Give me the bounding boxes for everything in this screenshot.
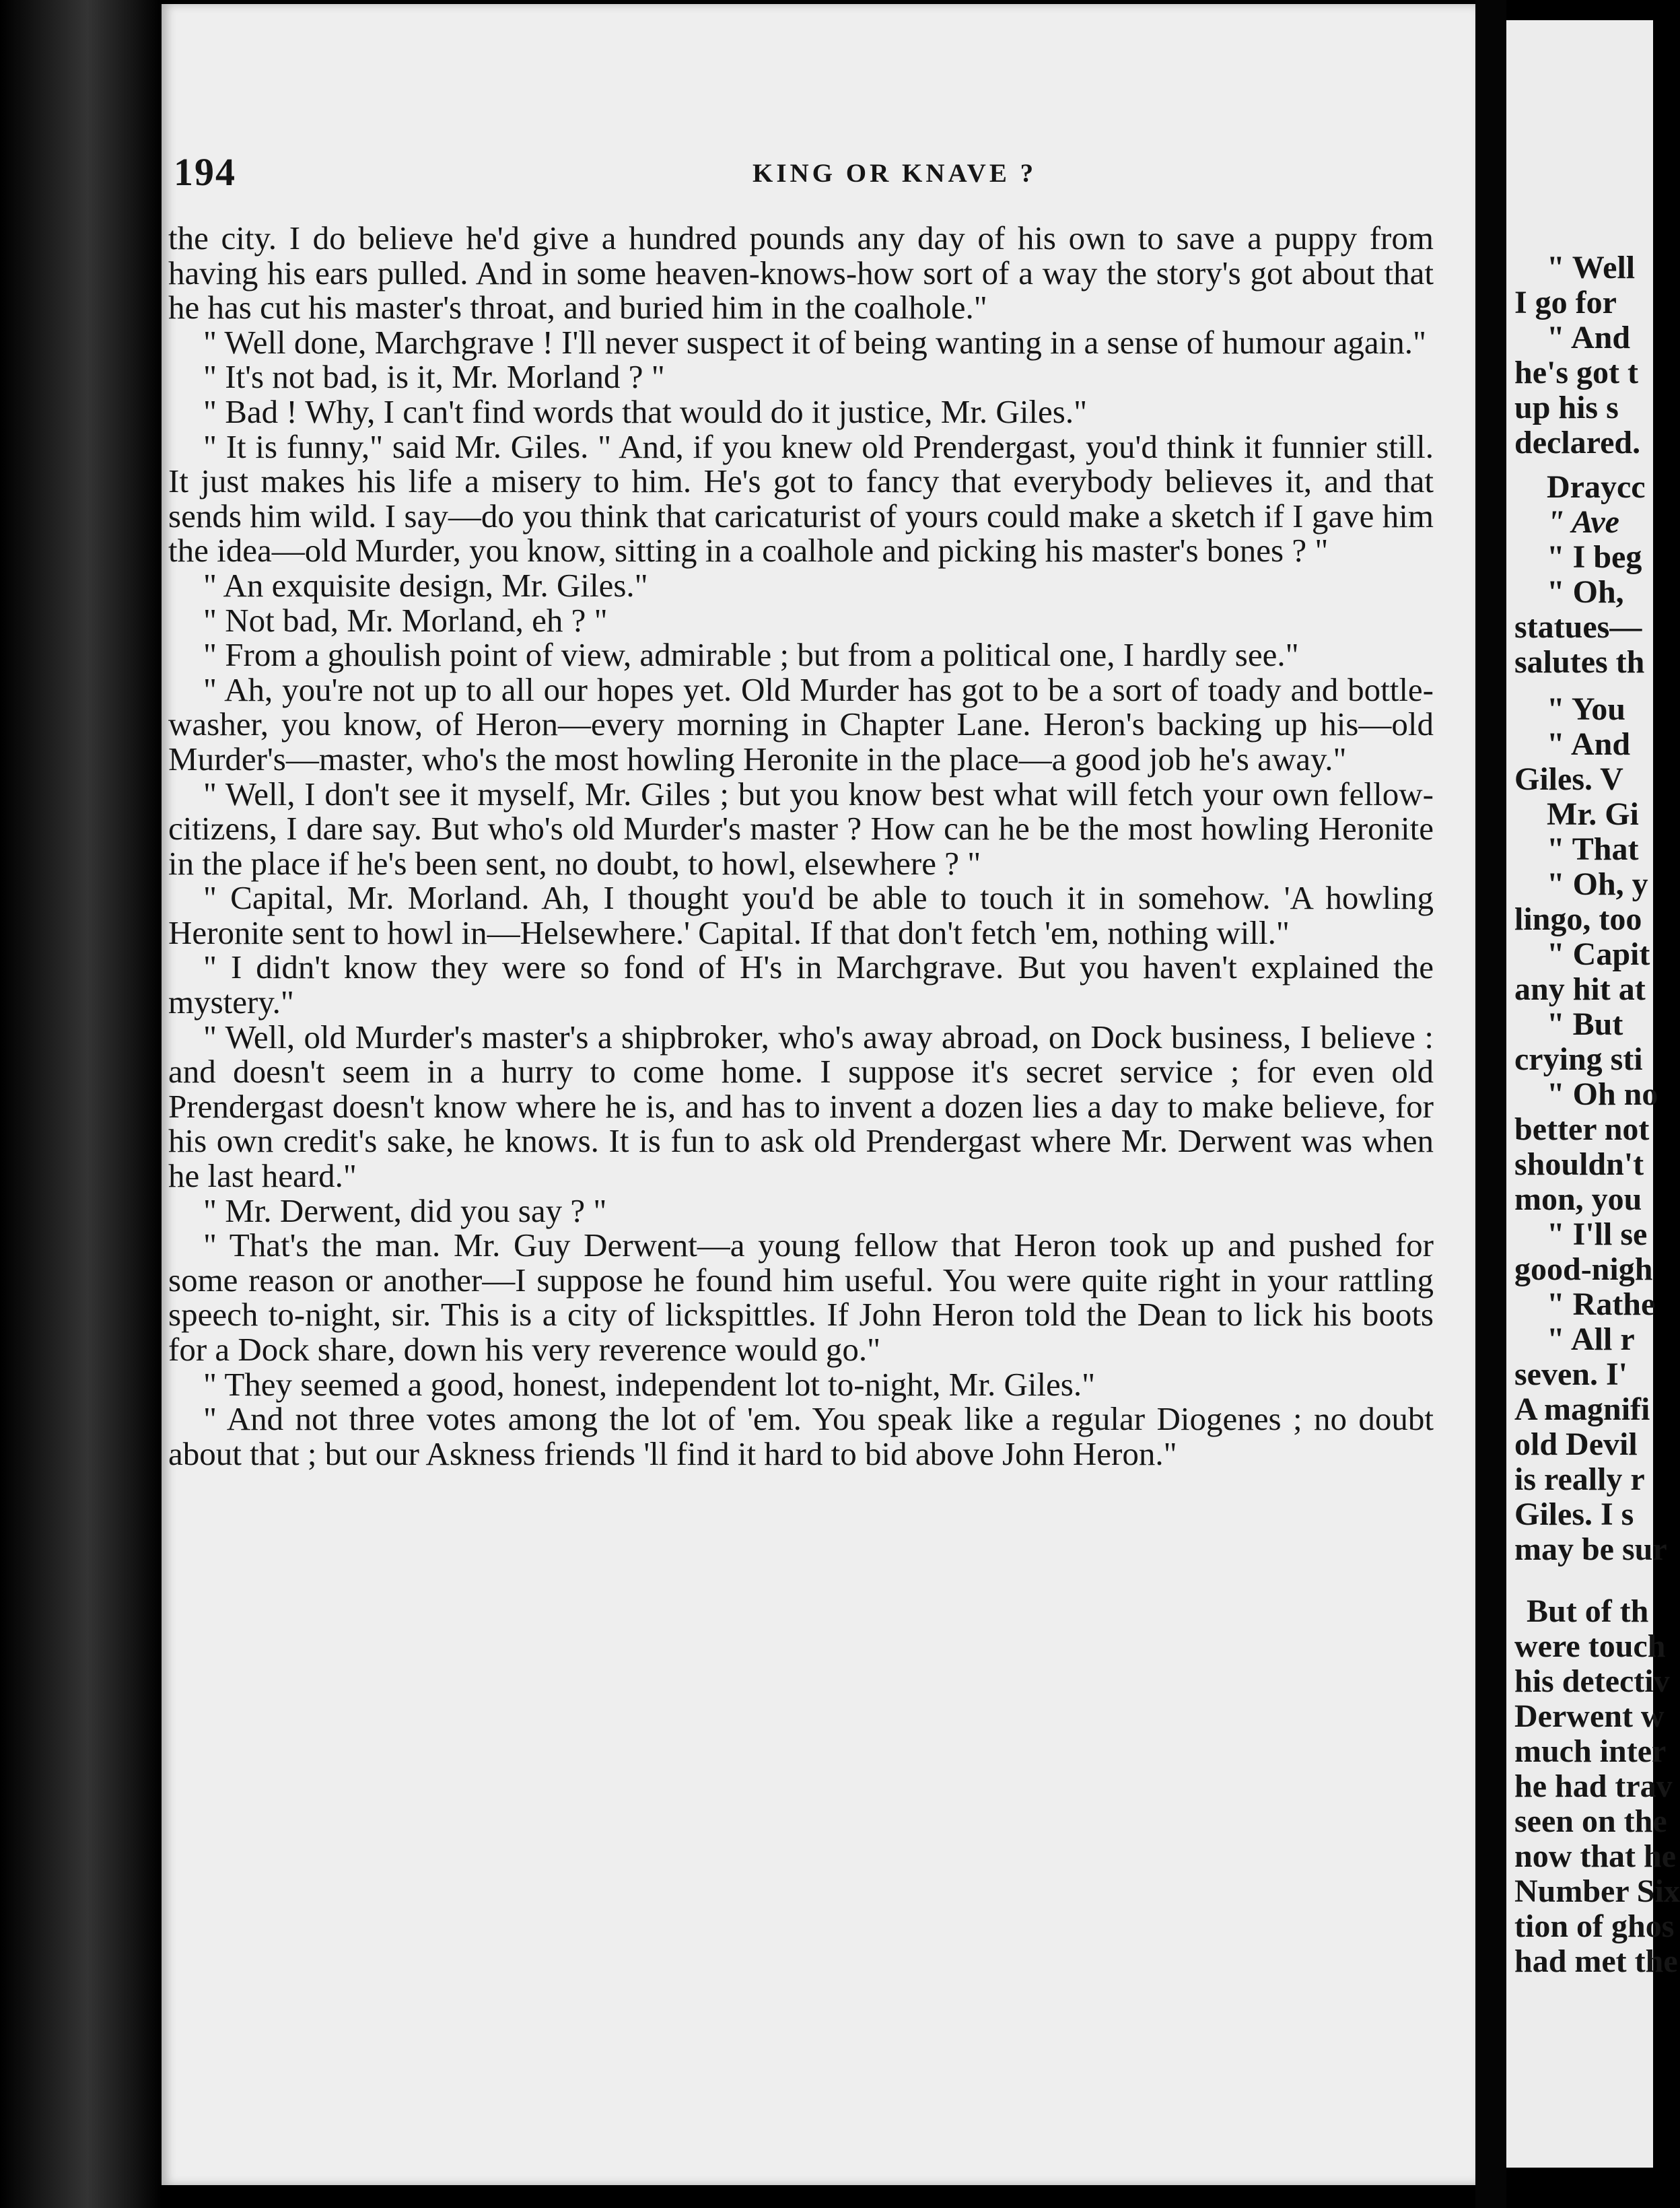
facing-line: had met the: [1514, 1943, 1678, 1979]
facing-line: salutes th: [1514, 644, 1645, 680]
paragraph: " That's the man. Mr. Guy Derwent—a young fellow that Heron took up and pushed for some reason or another—I suppose he found him useful. You were quite right in your rattling speech to-night, sir. This is a city of lickspittles. If John Heron told the Dean to lick his boots for a Dock share, down his very reverence would go.": [168, 1227, 1434, 1368]
paragraph: " It's not bad, is it, Mr. Morland ? ": [203, 358, 665, 396]
facing-line: he's got t: [1514, 355, 1638, 390]
paragraph: " Mr. Derwent, did you say ? ": [203, 1192, 607, 1229]
facing-line: old Devil: [1514, 1426, 1638, 1462]
facing-page: [1506, 20, 1680, 2168]
paragraph: " Well, I don't see it myself, Mr. Giles ; but you know best what will fetch your own fellow-citizens, I dare say. But who's old Murder's master ? How can he be the most howling Heronite in the place if he's been sent, no doubt, to howl, elsewhere ? ": [168, 775, 1434, 882]
paragraph: " And not three votes among the lot of 'em. You speak like a regular Diogenes ; no doubt about that ; but our Askness friends 'll find it hard to bid above John Heron.": [168, 1400, 1434, 1472]
paragraph: " I didn't know they were so fond of H's in Marchgrave. But you haven't explained the mystery.": [168, 948, 1434, 1021]
facing-line: is really r: [1514, 1461, 1645, 1497]
facing-line: statues—: [1514, 609, 1642, 645]
facing-line: " I beg: [1547, 539, 1642, 575]
facing-line: were touch: [1514, 1628, 1666, 1664]
paragraph: " An exquisite design, Mr. Giles.": [203, 566, 648, 604]
facing-line: declared.: [1514, 425, 1641, 460]
facing-line: seen on the: [1514, 1803, 1667, 1839]
paragraph: " Well, old Murder's master's a shipbroker, who's away abroad, on Dock business, I believe : and doesn't seem in a hurry to come home. I suppose it's secret service ; for even old Prendergast doesn't know where he is, and has to invent a dozen lies a day to make believe, for his own credit's sake, he knows. It is fun to ask old Prendergast where Mr. Derwent was when he last heard.": [168, 1018, 1434, 1195]
facing-line: But of th: [1527, 1593, 1649, 1629]
facing-line: now that he: [1514, 1838, 1677, 1874]
facing-line: crying sti: [1514, 1041, 1643, 1077]
facing-line: " I'll se: [1547, 1216, 1648, 1252]
paragraph: " It is funny," said Mr. Giles. " And, if you knew old Prendergast, you'd think it funnier still. It just makes his life a misery to him. He's got to fancy that everybody believes it, and that sends him wild. I say—do you think that caricaturist of yours could make a sketch if I gave him the idea—old Murder, you know, sitting in a coalhole and picking his master's bones ? ": [168, 427, 1434, 570]
facing-line: " Oh, y: [1547, 866, 1648, 902]
facing-line: Number Six: [1514, 1873, 1680, 1909]
facing-line: " You: [1547, 691, 1625, 727]
facing-line: Mr. Gi: [1547, 796, 1639, 832]
facing-line: " And: [1547, 320, 1631, 355]
paragraph: " Ah, you're not up to all our hopes yet. Old Murder has got to be a sort of toady and bottle-washer, you know, of Heron—every morning in Chapter Lane. Heron's backing up his—old Murder's—master, who's the most howling Heronite in the place—a good job he's away.": [168, 670, 1434, 778]
facing-line: tion of ghos: [1514, 1908, 1675, 1944]
facing-line: Draycc: [1547, 469, 1646, 505]
facing-line: shouldn't: [1514, 1146, 1644, 1182]
facing-line: better not: [1514, 1111, 1650, 1147]
paragraph: the city. I do believe he'd give a hundred pounds any day of his own to save a puppy from having his ears pulled. And in some heaven-knows-how sort of a way the story's got about that he has cut his master's throat, and buried him in the coalhole.": [168, 219, 1434, 326]
facing-line: I go for: [1514, 285, 1617, 320]
facing-line: " But: [1547, 1006, 1623, 1042]
facing-line: any hit at: [1514, 971, 1646, 1007]
facing-line: " All r: [1547, 1321, 1635, 1357]
facing-line: Giles. V: [1514, 761, 1623, 797]
page-gutter: [1475, 0, 1506, 2208]
paragraph: " Well done, Marchgrave ! I'll never suspect it of being wanting in a sense of humour again.": [203, 323, 1426, 361]
facing-line: " Oh no: [1547, 1076, 1658, 1112]
facing-line: " Oh,: [1547, 574, 1624, 610]
facing-line: up his s: [1514, 390, 1619, 425]
facing-line: Giles. I s: [1514, 1496, 1634, 1532]
running-head: KING OR KNAVE ?: [753, 159, 1037, 188]
facing-line: " And: [1547, 726, 1631, 762]
facing-line: he had trav: [1514, 1768, 1673, 1804]
facing-line: lingo, too: [1514, 901, 1642, 937]
facing-line: much inter: [1514, 1733, 1667, 1769]
facing-line: seven. I': [1514, 1356, 1628, 1392]
paragraph: " Bad ! Why, I can't find words that would do it justice, Mr. Giles.": [203, 392, 1088, 430]
book-spine-shadow: [0, 0, 162, 2208]
facing-line: " Ave: [1547, 504, 1619, 540]
facing-line: " That: [1547, 831, 1639, 867]
facing-line: " Rathe: [1547, 1286, 1656, 1322]
facing-line: mon, you: [1514, 1181, 1642, 1217]
body-text: [168, 221, 1434, 1471]
paragraph: " They seemed a good, honest, independent lot to-night, Mr. Giles.": [203, 1365, 1096, 1403]
facing-line: good-nigh: [1514, 1251, 1653, 1287]
facing-line: A magnifi: [1514, 1391, 1650, 1427]
facing-line: may be sur: [1514, 1531, 1667, 1567]
page-number: 194: [174, 150, 236, 194]
paragraph: " Not bad, Mr. Morland, eh ? ": [203, 601, 608, 639]
facing-line: his detectiv: [1514, 1663, 1670, 1699]
facing-line: " Capit: [1547, 936, 1650, 972]
facing-line: " Well: [1547, 250, 1636, 285]
paragraph: " From a ghoulish point of view, admirable ; but from a political one, I hardly see.": [203, 636, 1299, 674]
paragraph: " Capital, Mr. Morland. Ah, I thought you'd be able to touch it in somehow. 'A howling Heronite sent to howl in—Helsewhere.' Capital. If that don't fetch 'em, nothing will.": [168, 879, 1434, 951]
facing-line: Derwent w: [1514, 1698, 1665, 1734]
